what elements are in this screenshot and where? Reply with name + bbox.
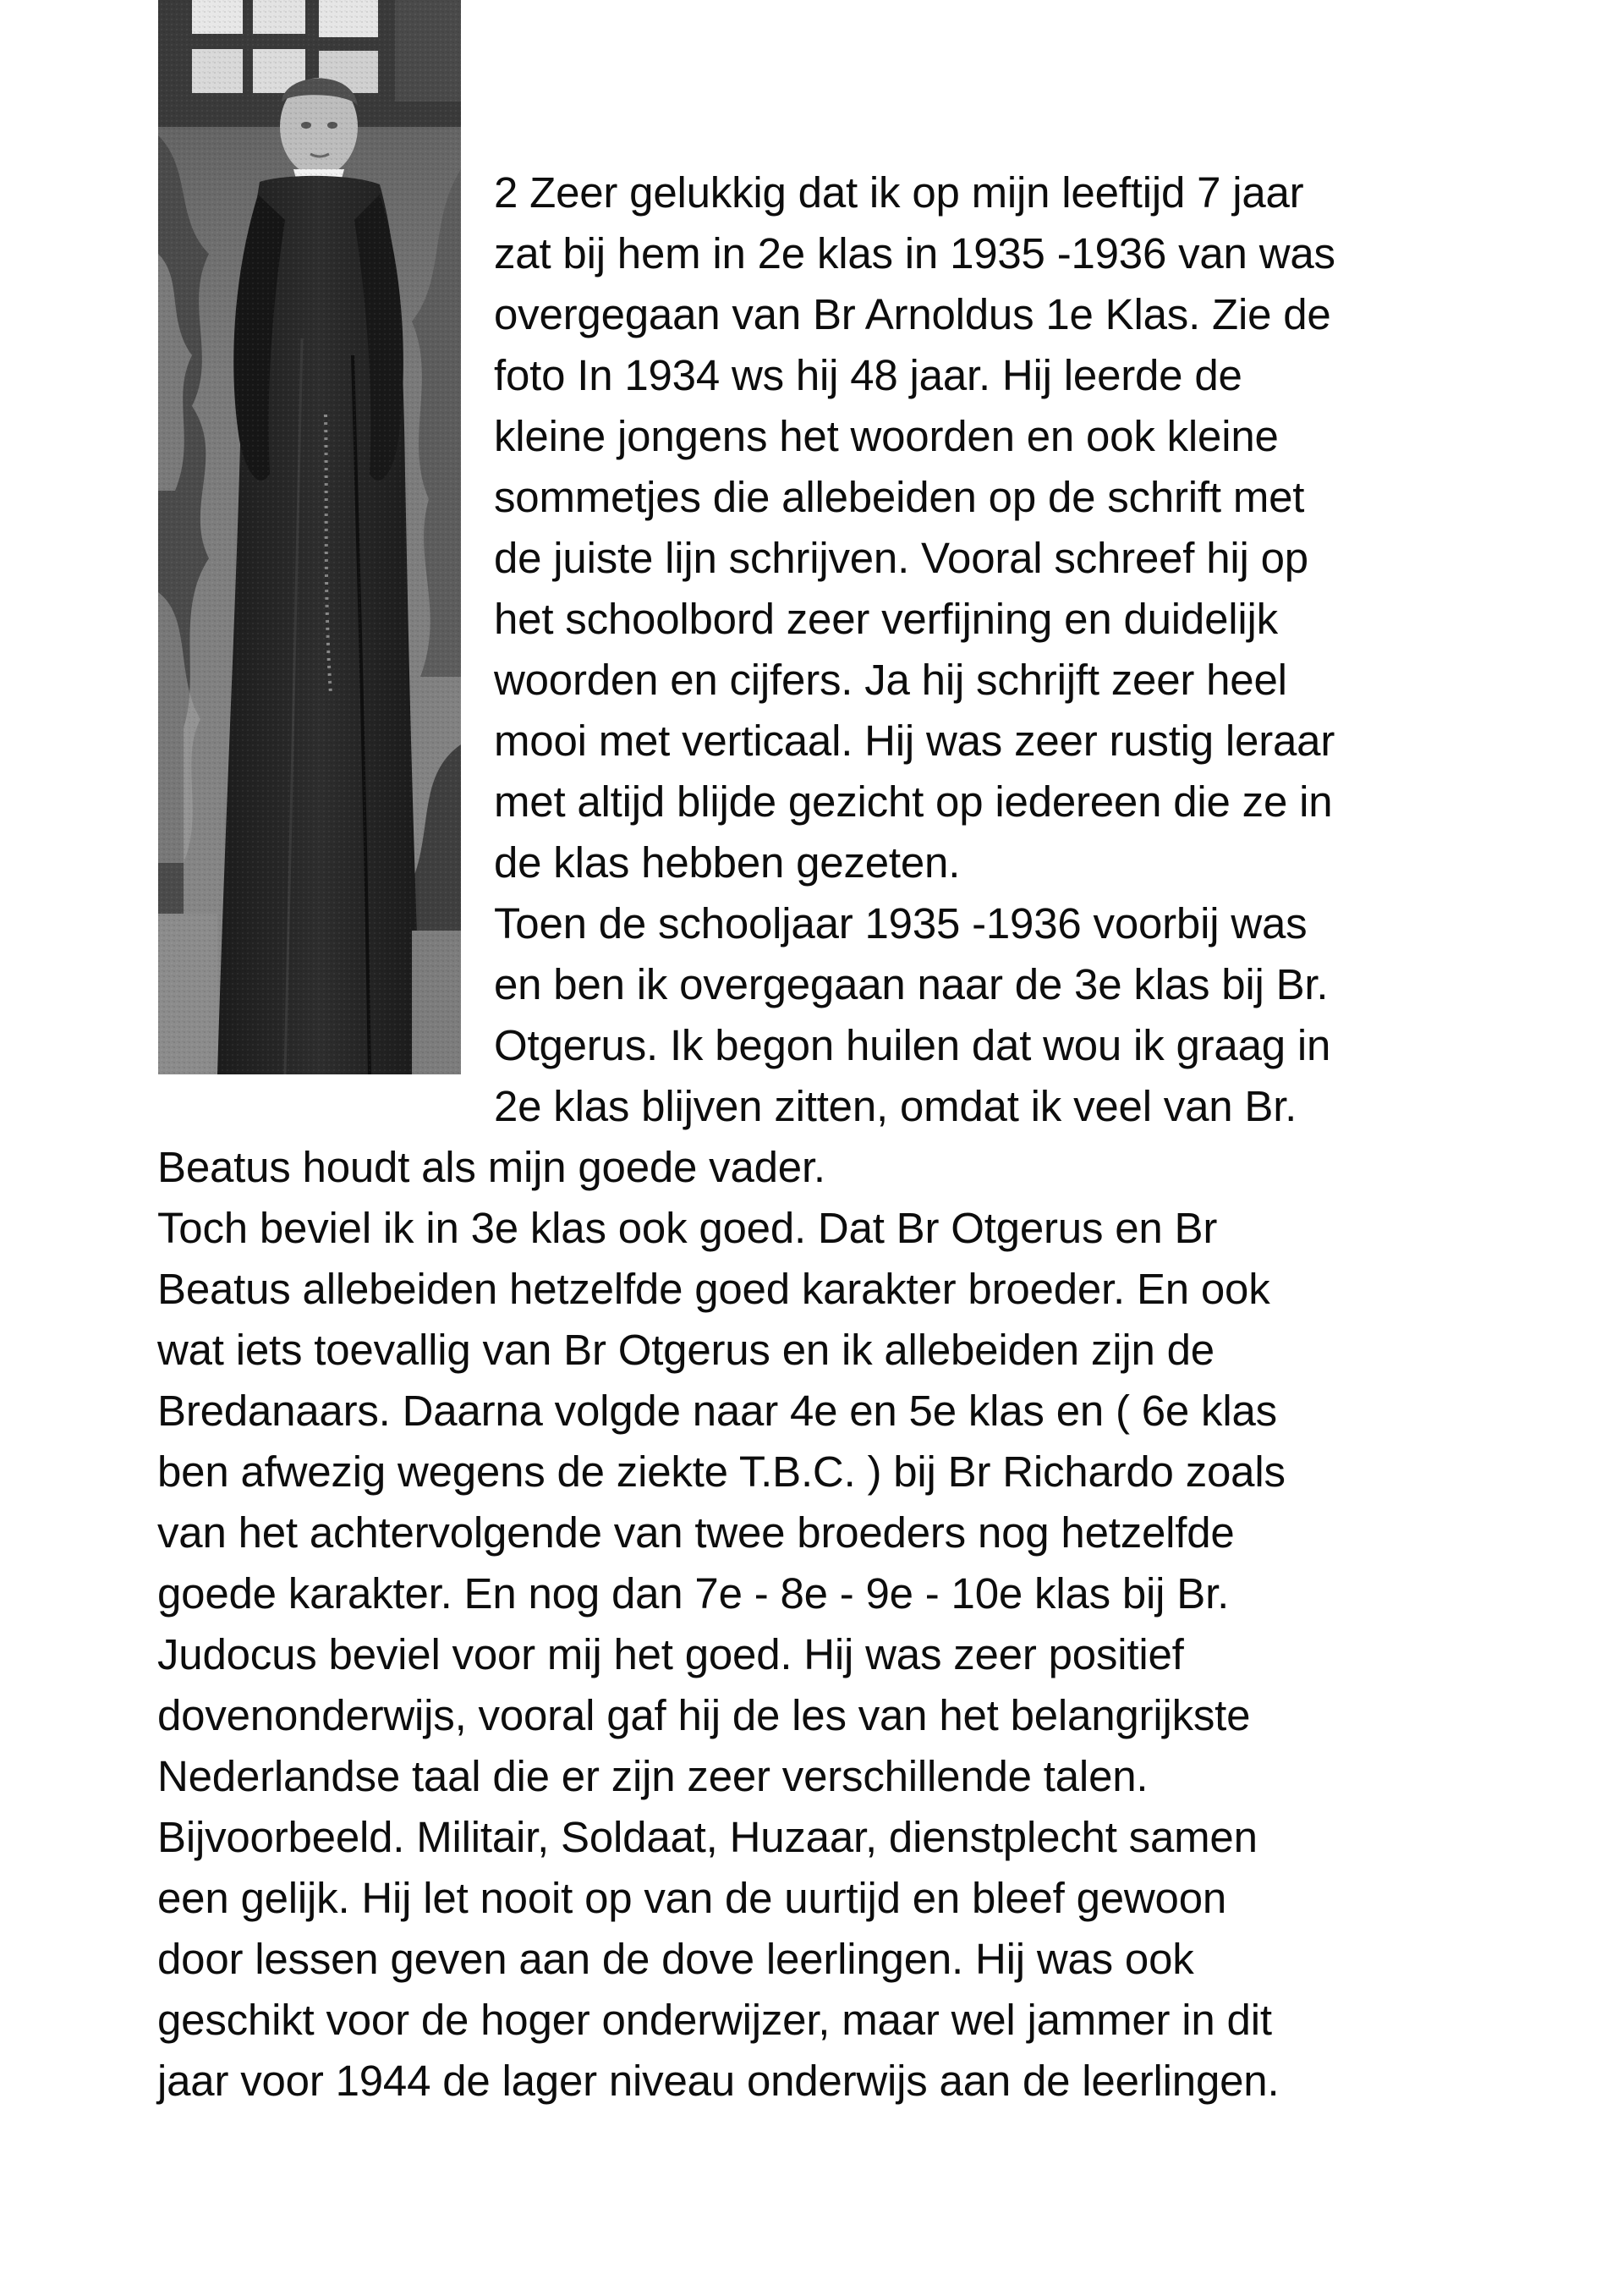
text-line: het schoolbord zeer verfijning en duidelijk: [494, 595, 1278, 643]
text-line: kleine jongens het woorden en ook kleine: [494, 412, 1279, 460]
text-line: Toen de schooljaar 1935 -1936 voorbij was: [494, 899, 1308, 948]
text-line: dovenonderwijs, vooral gaf hij de les van het belangrijkste: [157, 1691, 1251, 1739]
text-line: Nederlandse taal die er zijn zeer verschillende talen.: [157, 1752, 1149, 1800]
text-line: foto In 1934 ws hij 48 jaar. Hij leerde de: [494, 351, 1242, 399]
text-line: wat iets toevallig van Br Otgerus en ik allebeiden zijn de: [157, 1326, 1215, 1374]
text-line: en ben ik overgegaan naar de 3e klas bij Br.: [494, 960, 1329, 1008]
text-line: van het achtervolgende van twee broeders nog hetzelfde: [157, 1508, 1235, 1557]
photo-of-brother-beatus: [158, 0, 461, 1074]
historical-photo: [158, 0, 461, 1074]
text-line: ben afwezig wegens de ziekte T.B.C. ) bij Br Richardo zoals: [157, 1447, 1286, 1496]
text-line: jaar voor 1944 de lager niveau onderwijs aan de leerlingen.: [157, 2057, 1280, 2105]
text-line: sommetjes die allebeiden op de schrift met: [494, 473, 1305, 521]
text-line: door lessen geven aan de dove leerlingen. Hij was ook: [157, 1935, 1194, 1983]
text-line: Beatus allebeiden hetzelfde goed karakter broeder. En ook: [157, 1265, 1270, 1313]
text-line: de juiste lijn schrijven. Vooral schreef hij op: [494, 534, 1308, 582]
text-line: zat bij hem in 2e klas in 1935 -1936 van was: [494, 229, 1335, 277]
text-line: de klas hebben gezeten.: [494, 838, 961, 887]
text-line: mooi met verticaal. Hij was zeer rustig leraar: [494, 717, 1335, 765]
text-line: goede karakter. En nog dan 7e - 8e - 9e - 10e klas bij Br.: [157, 1569, 1230, 1618]
text-line: 2e klas blijven zitten, omdat ik veel van Br.: [494, 1082, 1297, 1130]
text-line: Toch beviel ik in 3e klas ook goed. Dat Br Otgerus en Br: [157, 1204, 1218, 1252]
text-line: een gelijk. Hij let nooit op van de uurtijd en bleef gewoon: [157, 1874, 1227, 1922]
text-line: met altijd blijde gezicht op iedereen die ze in: [494, 777, 1333, 826]
text-line: Bredanaars. Daarna volgde naar 4e en 5e klas en ( 6e klas: [157, 1387, 1277, 1435]
text-line: geschikt voor de hoger onderwijzer, maar wel jammer in dit: [157, 1996, 1272, 2044]
text-line: overgegaan van Br Arnoldus 1e Klas. Zie de: [494, 290, 1331, 338]
text-line: Beatus houdt als mijn goede vader.: [157, 1143, 825, 1191]
text-line: Otgerus. Ik begon huilen dat wou ik graag in: [494, 1021, 1331, 1069]
text-line: 2 Zeer gelukkig dat ik op mijn leeftijd 7 jaar: [494, 168, 1304, 217]
text-line: Judocus beviel voor mij het goed. Hij was zeer positief: [157, 1630, 1184, 1678]
text-line: woorden en cijfers. Ja hij schrijft zeer heel: [494, 656, 1287, 704]
text-line: Bijvoorbeeld. Militair, Soldaat, Huzaar, dienstplecht samen: [157, 1813, 1258, 1861]
